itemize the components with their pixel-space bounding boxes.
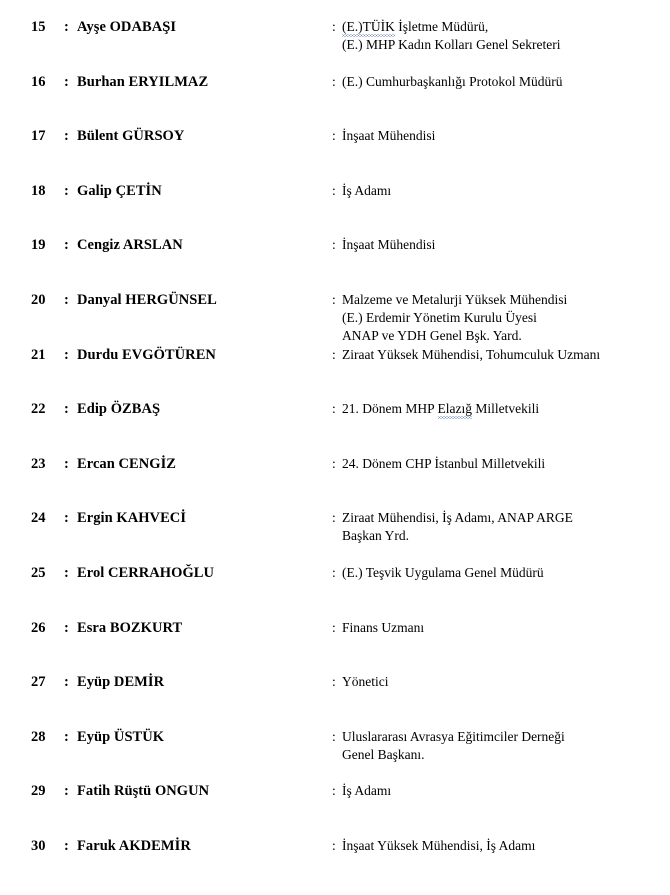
entry-person-name: Cengiz ARSLAN: [77, 237, 183, 254]
entry-person-name: Danyal HERGÜNSEL: [77, 291, 217, 308]
entry-person-name: Faruk AKDEMİR: [77, 837, 191, 854]
entry-colon-primary: :: [64, 346, 69, 363]
person-entry-row: [0, 671, 670, 726]
entry-colon-primary: :: [64, 837, 69, 854]
entry-index: 26: [31, 619, 46, 636]
entry-colon-secondary: :: [332, 19, 336, 34]
entry-description: [342, 564, 670, 582]
entry-description: [342, 728, 670, 764]
entry-colon-secondary: :: [332, 237, 336, 253]
entry-colon-secondary: :: [332, 837, 336, 853]
entry-colon-primary: :: [64, 619, 69, 636]
entry-colon-secondary: :: [332, 401, 336, 417]
entry-colon-secondary: :: [332, 455, 336, 471]
entry-description: [342, 509, 670, 545]
person-entry-row: [0, 562, 670, 617]
entry-description-line: (E.) Teşvik Uygulama Genel Müdürü: [342, 564, 544, 580]
entry-person-name: Durdu EVGÖTÜREN: [77, 346, 216, 363]
entry-colon-primary: :: [64, 728, 69, 745]
entry-person-name: Ayşe ODABAŞI: [77, 19, 177, 35]
entry-description: [342, 619, 670, 637]
entry-description: [342, 673, 670, 691]
entry-index: 18: [31, 182, 46, 199]
person-entry-row: [0, 71, 670, 126]
entry-description: [342, 127, 670, 145]
entry-description-line: İnşaat Mühendisi: [342, 237, 436, 253]
entry-colon-secondary: :: [332, 783, 336, 799]
entry-index: 16: [31, 73, 46, 90]
entry-person-name: Edip ÖZBAŞ: [77, 401, 161, 418]
entry-index: 27: [31, 674, 46, 691]
entry-colon-secondary: :: [332, 674, 336, 690]
person-entry-row: [0, 344, 670, 399]
entry-description-text: 21. Dönem MHP: [342, 401, 438, 417]
entry-description: [342, 346, 670, 364]
entry-description-line: Finans Uzmanı: [342, 619, 425, 635]
entry-description: [342, 236, 670, 254]
entry-index: 28: [31, 728, 46, 745]
entry-colon-primary: :: [64, 401, 69, 418]
entry-colon-primary: :: [64, 455, 69, 472]
entry-colon-secondary: :: [332, 128, 336, 144]
person-entry-row: [0, 180, 670, 235]
entry-description-line: Ziraat Mühendisi, İş Adamı, ANAP ARGE: [342, 510, 573, 526]
entry-colon-secondary: :: [332, 510, 336, 526]
entry-colon-primary: :: [64, 237, 69, 254]
entry-colon-primary: :: [64, 19, 69, 35]
entry-colon-primary: :: [64, 674, 69, 691]
entry-colon-secondary: :: [332, 291, 336, 307]
entry-colon-primary: :: [64, 510, 69, 527]
person-entry-row: [0, 835, 670, 890]
person-entry-row: [0, 617, 670, 672]
entry-colon-primary: :: [64, 182, 69, 199]
entry-person-name: Eyüp ÜSTÜK: [77, 728, 165, 745]
entry-index: 15: [31, 19, 46, 35]
entry-description-line: İnşaat Mühendisi: [342, 128, 436, 144]
entry-description-line: Genel Başkanı.: [342, 746, 425, 762]
entry-description-line: İş Adamı: [342, 182, 392, 198]
entry-description-text: İşletme Müdürü,: [394, 19, 489, 34]
entry-description-line: (E.) MHP Kadın Kolları Genel Sekreteri: [342, 37, 561, 52]
entry-index: 19: [31, 237, 46, 254]
entry-person-name: Burhan ERYILMAZ: [77, 73, 209, 90]
entry-description-line: Malzeme ve Metalurji Yüksek Mühendisi: [342, 291, 568, 307]
entry-person-name: Galip ÇETİN: [77, 182, 162, 199]
entry-description-line: [342, 400, 670, 418]
entry-description-line: ANAP ve YDH Genel Bşk. Yard.: [342, 327, 522, 343]
spellcheck-underlined-text: (E.)TÜİK: [342, 19, 395, 34]
entry-person-name: Ergin KAHVECİ: [77, 510, 187, 527]
entry-description: [342, 455, 670, 473]
entry-person-name: Eyüp DEMİR: [77, 674, 165, 691]
entry-description-line: Yönetici: [342, 674, 389, 690]
entry-description: [342, 837, 670, 855]
entry-colon-primary: :: [64, 564, 69, 581]
entry-person-name: Ercan CENGİZ: [77, 455, 177, 472]
person-entry-row: [0, 726, 670, 781]
entry-description: [342, 18, 670, 54]
person-entry-row: [0, 507, 670, 562]
person-entry-row: [0, 453, 670, 508]
entry-description: [342, 182, 670, 200]
person-entry-row: [0, 289, 670, 344]
entry-index: 29: [31, 783, 46, 800]
entry-person-name: Fatih Rüştü ONGUN: [77, 783, 210, 800]
entry-index: 20: [31, 291, 46, 308]
entry-colon-primary: :: [64, 128, 69, 145]
entry-index: 21: [31, 346, 46, 363]
entry-description-text: Milletvekili: [472, 401, 540, 417]
entry-colon-secondary: :: [332, 73, 336, 89]
entry-colon-primary: :: [64, 783, 69, 800]
entry-colon-secondary: :: [332, 619, 336, 635]
entry-description-line: İnşaat Yüksek Mühendisi, İş Adamı: [342, 837, 536, 853]
entry-description: [342, 291, 670, 345]
person-entry-row: [0, 780, 670, 835]
entry-index: 23: [31, 455, 46, 472]
entry-person-name: Esra BOZKURT: [77, 619, 183, 636]
entry-person-name: Erol CERRAHOĞLU: [77, 564, 215, 581]
entry-colon-secondary: :: [332, 346, 336, 362]
entry-description: [342, 73, 670, 91]
entry-index: 17: [31, 128, 46, 145]
entry-index: 22: [31, 401, 46, 418]
entry-colon-secondary: :: [332, 182, 336, 198]
entry-colon-primary: :: [64, 291, 69, 308]
entry-description-line: (E.) Cumhurbaşkanlığı Protokol Müdürü: [342, 73, 563, 89]
person-entry-row: [0, 16, 670, 71]
spellcheck-underlined-text: Elazığ: [437, 401, 472, 417]
entry-colon-secondary: :: [332, 728, 336, 744]
entry-index: 24: [31, 510, 46, 527]
entry-description: [342, 400, 670, 418]
entry-description-line: [342, 18, 670, 36]
entry-description-line: Uluslararası Avrasya Eğitimciler Derneği: [342, 728, 565, 744]
person-entry-row: [0, 125, 670, 180]
entry-description-line: Başkan Yrd.: [342, 528, 409, 544]
person-entry-row: [0, 398, 670, 453]
entry-colon-secondary: :: [332, 564, 336, 580]
entry-description-line: İş Adamı: [342, 783, 392, 799]
entry-description-line: Ziraat Yüksek Mühendisi, Tohumculuk Uzmanı: [342, 346, 601, 362]
entry-index: 30: [31, 837, 46, 854]
entry-description-line: 24. Dönem CHP İstanbul Milletvekili: [342, 455, 546, 471]
person-entry-list: [0, 16, 670, 890]
entry-colon-primary: :: [64, 73, 69, 90]
entry-person-name: Bülent GÜRSOY: [77, 128, 185, 145]
entry-index: 25: [31, 564, 46, 581]
person-entry-row: [0, 234, 670, 289]
entry-description: [342, 782, 670, 800]
entry-description-line: (E.) Erdemir Yönetim Kurulu Üyesi: [342, 309, 537, 325]
